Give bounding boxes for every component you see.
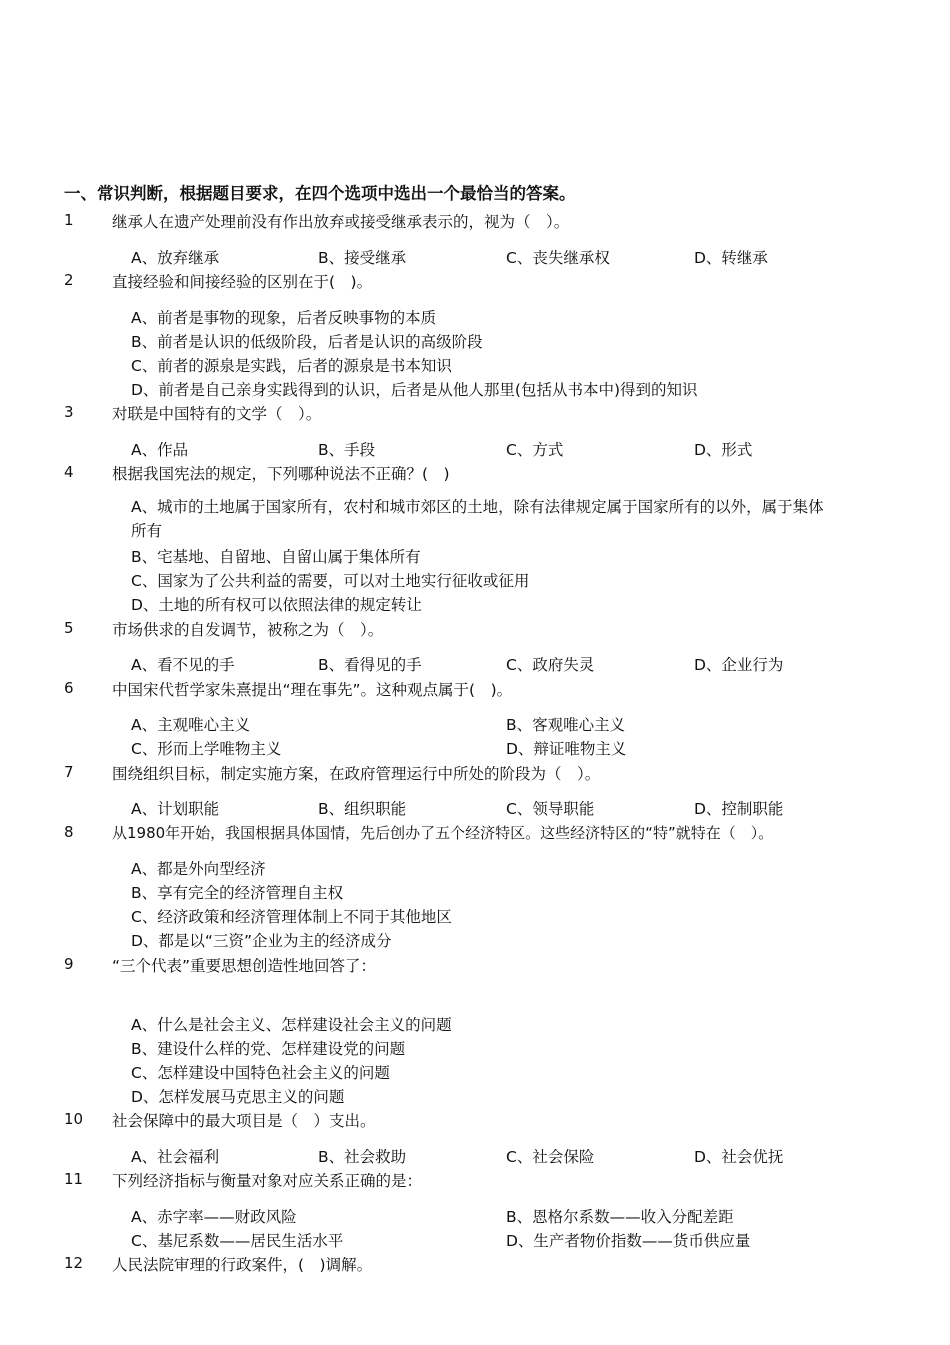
option-d: D、都是以“三资”企业为主的经济成分 [131, 932, 392, 950]
option-d: D、转继承 [694, 249, 768, 267]
option-c: C、形而上学唯物主义 [131, 740, 282, 758]
option-c: C、经济政策和经济管理体制上不同于其他地区 [131, 908, 452, 926]
option-d: D、辩证唯物主义 [506, 740, 627, 758]
option-c: C、领导职能 [506, 800, 595, 818]
option-b: B、组织职能 [318, 800, 407, 818]
option-a: A、作品 [131, 441, 189, 459]
option-d: D、企业行为 [694, 656, 784, 674]
question-stem: 直接经验和间接经验的区别在于( )。 [112, 273, 373, 291]
question-number: 10 [64, 1110, 84, 1128]
question-number: 3 [64, 403, 74, 421]
question-stem: 市场供求的自发调节，被称之为（ ）。 [112, 621, 384, 639]
option-b: B、接受继承 [318, 249, 407, 267]
option-a: A、社会福利 [131, 1148, 220, 1166]
option-c: C、国家为了公共利益的需要，可以对土地实行征收或征用 [131, 572, 530, 590]
option-b: B、恩格尔系数——收入分配差距 [506, 1208, 734, 1226]
option-a: A、放弃继承 [131, 249, 220, 267]
question-number: 4 [64, 463, 74, 481]
question-stem: 下列经济指标与衡量对象对应关系正确的是： [112, 1172, 423, 1190]
option-b: B、社会救助 [318, 1148, 407, 1166]
question-number: 2 [64, 271, 74, 289]
option-a: A、什么是社会主义、怎样建设社会主义的问题 [131, 1016, 452, 1034]
option-a: A、看不见的手 [131, 656, 235, 674]
option-b: B、看得见的手 [318, 656, 422, 674]
option-b: B、宅基地、自留地、自留山属于集体所有 [131, 548, 421, 566]
question-number: 5 [64, 619, 74, 637]
option-d: D、怎样发展马克思主义的问题 [131, 1088, 345, 1106]
option-b: B、前者是认识的低级阶段，后者是认识的高级阶段 [131, 333, 483, 351]
option-d: D、形式 [694, 441, 753, 459]
option-c: C、基尼系数——居民生活水平 [131, 1232, 344, 1250]
option-d: D、控制职能 [694, 800, 784, 818]
option-a: A、主观唯心主义 [131, 716, 251, 734]
option-a: A、赤字率——财政风险 [131, 1208, 297, 1226]
option-d: D、前者是自己亲身实践得到的认识，后者是从他人那里(包括从书本中)得到的知识 [131, 381, 698, 399]
option-d: D、土地的所有权可以依照法律的规定转让 [131, 596, 422, 614]
question-number: 12 [64, 1254, 84, 1272]
question-stem: 围绕组织目标，制定实施方案，在政府管理运行中所处的阶段为（ ）。 [112, 765, 601, 783]
question-stem: 根据我国宪法的规定，下列哪种说法不正确？( ) [112, 465, 450, 483]
option-a: A、都是外向型经济 [131, 860, 266, 878]
question-number: 9 [64, 955, 74, 973]
option-a: A、计划职能 [131, 800, 220, 818]
option-c: C、政府失灵 [506, 656, 595, 674]
question-stem: 对联是中国特有的文学（ ）。 [112, 405, 322, 423]
section-title: 一、常识判断，根据题目要求，在四个选项中选出一个最恰当的答案。 [64, 184, 576, 203]
question-number: 1 [64, 211, 74, 229]
option-d: D、生产者物价指数——货币供应量 [506, 1232, 751, 1250]
option-d: D、社会优抚 [694, 1148, 784, 1166]
question-number: 6 [64, 679, 74, 697]
question-number: 11 [64, 1170, 84, 1188]
option-c: C、社会保险 [506, 1148, 595, 1166]
option-c: C、方式 [506, 441, 564, 459]
option-b: B、手段 [318, 441, 376, 459]
option-c: C、前者的源泉是实践，后者的源泉是书本知识 [131, 357, 452, 375]
question-stem: 社会保障中的最大项目是（ ）支出。 [112, 1112, 376, 1130]
question-stem: 继承人在遗产处理前没有作出放弃或接受继承表示的，视为（ ）。 [112, 213, 570, 231]
question-stem: “三个代表”重要思想创造性地回答了： [112, 957, 377, 975]
option-a: A、前者是事物的现象，后者反映事物的本质 [131, 309, 437, 327]
question-number: 7 [64, 763, 74, 781]
option-c: C、怎样建设中国特色社会主义的问题 [131, 1064, 390, 1082]
question-stem: 中国宋代哲学家朱熹提出“理在事先”。这种观点属于( )。 [112, 681, 513, 699]
question-stem: 从1980年开始，我国根据具体国情，先后创办了五个经济特区。这些经济特区的“特”就特在（ ）。 [112, 824, 774, 842]
question-stem: 人民法院审理的行政案件，( )调解。 [112, 1256, 373, 1274]
option-b: B、客观唯心主义 [506, 716, 626, 734]
option-b: B、享有完全的经济管理自主权 [131, 884, 344, 902]
question-number: 8 [64, 823, 74, 841]
option-a: A、城市的土地属于国家所有，农村和城市郊区的土地，除有法律规定属于国家所有的以外，属于集体所有 [131, 498, 824, 540]
option-c: C、丧失继承权 [506, 249, 610, 267]
option-b: B、建设什么样的党、怎样建设党的问题 [131, 1040, 406, 1058]
